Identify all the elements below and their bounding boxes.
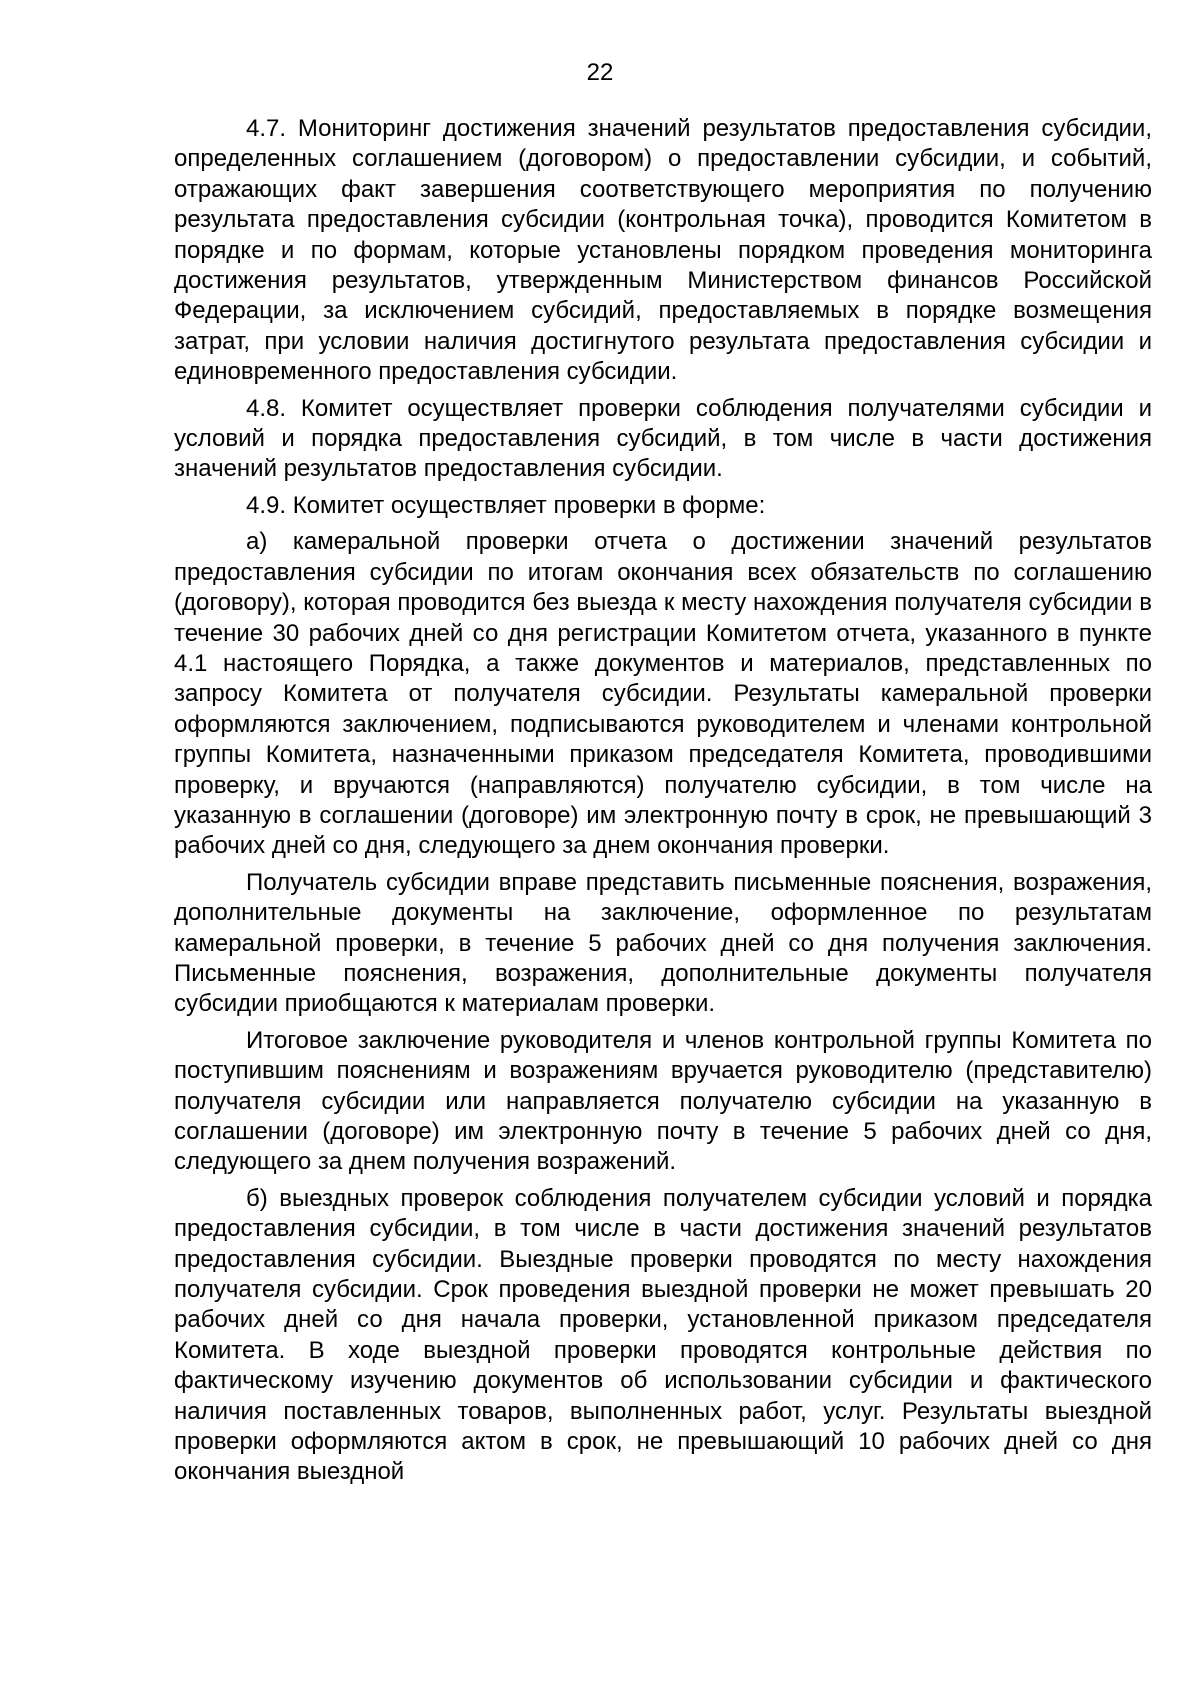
paragraph-4-7: 4.7. Мониторинг достижения значений результатов предоставления субсидии, определенных соглашением (договором) о предоставлении субсидии, и событий, отражающих факт завершения соответствующего мероприятия по получению результата предоставления субсидии (контрольная точка), проводится Комитетом в порядке и по формам, которые установлены порядком проведения мониторинга достижения результатов, утвержденным Министерством финансов Российской Федерации, за исключением субсидий, предоставляемых в порядке возмещения затрат, при условии наличия достигнутого результата предоставления субсидии и единовременного предоставления субсидии. — [174, 115, 1152, 386]
paragraph-final-conclusion: Итоговое заключение руководителя и членов контрольной группы Комитета по поступившим пояснениям и возражениям вручается руководителю (представителю) получателя субсидии или направляется получателю субсидии на указанную в соглашении (договоре) им электронную почту в течение 5 рабочих дней со дня, следующего за днем получения возражений. — [174, 1026, 1152, 1176]
document-body — [174, 114, 1152, 1494]
paragraph-4-9-b: б) выездных проверок соблюдения получателем субсидии условий и порядка предоставления субсидии, в том числе в части достижения значений результатов предоставления субсидии. Выездные проверки проводятся по месту нахождения получателя субсидии. Срок проведения выездной проверки не может превышать 20 рабочих дней со дня начала проверки, установленной приказом председателя Комитета. В ходе выездной проверки проводятся контрольные действия по фактическому изучению документов об использовании субсидии и фактического наличия поставленных товаров, выполненных работ, услуг. Результаты выездной проверки оформляются актом в срок, не превышающий 10 рабочих дней со дня окончания выездной — [174, 1184, 1152, 1486]
paragraph-4-8: 4.8. Комитет осуществляет проверки соблюдения получателями субсидии и условий и порядка предоставления субсидий, в том числе в части достижения значений результатов предоставления субсидии. — [174, 394, 1152, 483]
paragraph-4-9: 4.9. Комитет осуществляет проверки в форме: — [246, 491, 766, 519]
paragraph-4-9-a: а) камеральной проверки отчета о достижении значений результатов предоставления субсидии по итогам окончания всех обязательств по соглашению (договору), которая проводится без выезда к месту нахождения получателя субсидии в течение 30 рабочих дней со дня регистрации Комитетом отчета, указанного в пункте 4.1 настоящего Порядка, а также документов и материалов, представленных по запросу Комитета от получателя субсидии. Результаты камеральной проверки оформляются заключением, подписываются руководителем и членами контрольной группы Комитета, назначенными приказом председателя Комитета, проводившими проверку, и вручаются (направляются) получателю субсидии, в том числе на указанную в соглашении (договоре) им электронную почту в срок, не превышающий 3 рабочих дней со дня, следующего за днем окончания проверки. — [174, 528, 1152, 860]
page-number: 22 — [586, 59, 614, 86]
paragraph-objections: Получатель субсидии вправе представить письменные пояснения, возражения, дополнительные документы на заключение, оформленное по результатам камеральной проверки, в течение 5 рабочих дней со дня получения заключения. Письменные пояснения, возражения, дополнительные документы получателя субсидии приобщаются к материалам проверки. — [174, 868, 1152, 1018]
